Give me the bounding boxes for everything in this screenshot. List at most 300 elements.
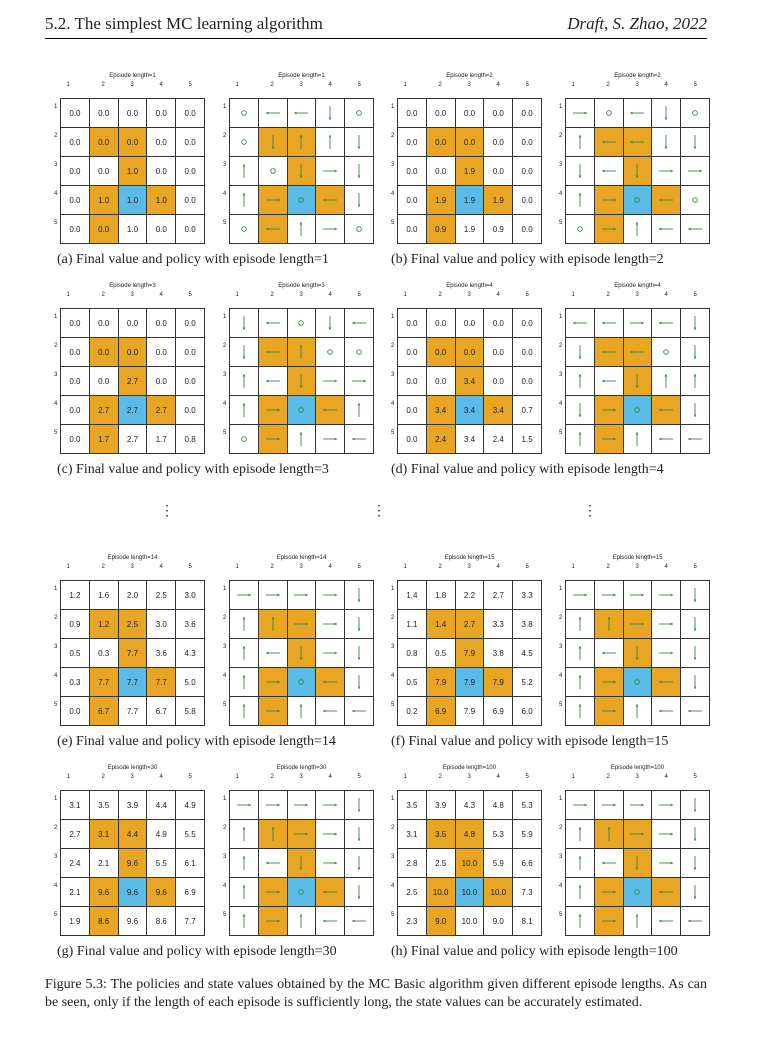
grid-row xyxy=(61,639,205,668)
state-value-cell: 1.7 xyxy=(147,425,176,454)
column-number: 4 xyxy=(328,774,332,780)
arrow-right-icon xyxy=(595,221,623,237)
column-number: 1 xyxy=(235,774,239,780)
state-value-cell: 7.3 xyxy=(513,878,542,907)
state-value-cell: 7.7 xyxy=(118,639,147,668)
grid-row xyxy=(398,309,542,338)
state-value-cell: 0.0 xyxy=(426,338,455,367)
grid-row xyxy=(61,610,205,639)
column-number: 2 xyxy=(270,82,274,88)
arrow-down-icon xyxy=(566,402,594,418)
arrow-up-icon xyxy=(230,913,258,929)
arrow-up-icon xyxy=(230,674,258,690)
arrow-up-icon xyxy=(230,826,258,842)
arrow-right-icon xyxy=(624,826,652,842)
arrow-right-icon xyxy=(566,105,594,121)
policy-cell xyxy=(652,338,681,367)
state-value-cell: 0.7 xyxy=(513,396,542,425)
grid-row xyxy=(566,878,710,907)
state-value-cell: 0.0 xyxy=(426,128,455,157)
policy-cell xyxy=(652,639,681,668)
arrow-left-icon xyxy=(259,105,287,121)
policy-cell xyxy=(316,668,345,697)
policy-cell xyxy=(623,128,652,157)
column-number: 5 xyxy=(525,564,529,570)
state-value-cell: 0.0 xyxy=(61,128,90,157)
state-value-cell: 3.9 xyxy=(426,791,455,820)
stay-circle-icon xyxy=(566,221,594,237)
state-value-cell: 9.6 xyxy=(89,878,118,907)
grid-row xyxy=(61,396,205,425)
policy-cell xyxy=(287,215,316,244)
column-number: 1 xyxy=(571,774,575,780)
row-number: 2 xyxy=(223,132,227,139)
arrow-left-icon xyxy=(316,884,344,900)
row-number: 3 xyxy=(54,643,58,650)
policy-cell xyxy=(345,215,374,244)
value-grid xyxy=(54,765,205,935)
row-number: 5 xyxy=(54,219,58,226)
column-number: 2 xyxy=(438,82,442,88)
arrow-right-icon xyxy=(259,913,287,929)
state-value-cell: 5.9 xyxy=(513,820,542,849)
grid-row xyxy=(61,309,205,338)
row-number: 4 xyxy=(559,400,563,407)
stay-circle-icon xyxy=(288,674,316,690)
arrow-down-icon xyxy=(624,373,652,389)
policy-cell xyxy=(623,820,652,849)
row-number: 5 xyxy=(559,701,563,708)
arrow-down-icon xyxy=(230,315,258,331)
policy-cell xyxy=(566,396,595,425)
policy-cell xyxy=(287,791,316,820)
state-value-cell: 0.0 xyxy=(176,309,205,338)
stay-circle-icon xyxy=(624,192,652,208)
grid-title: Episode length=14 xyxy=(276,555,327,561)
state-value-cell: 0.0 xyxy=(61,697,90,726)
state-value-cell: 5.3 xyxy=(513,791,542,820)
arrow-right-icon xyxy=(652,645,680,661)
arrow-left-icon xyxy=(652,221,680,237)
arrow-down-icon xyxy=(681,134,709,150)
grid-row xyxy=(398,425,542,454)
state-value-cell: 9.0 xyxy=(426,907,455,936)
policy-cell xyxy=(623,639,652,668)
policy-cell xyxy=(258,791,287,820)
policy-cell xyxy=(258,128,287,157)
policy-cell xyxy=(681,820,710,849)
stay-circle-icon xyxy=(230,134,258,150)
value-grid xyxy=(391,555,542,725)
policy-cell xyxy=(230,309,259,338)
stay-circle-icon xyxy=(230,221,258,237)
grid-row xyxy=(61,878,205,907)
policy-cell xyxy=(258,639,287,668)
state-value-cell: 3.3 xyxy=(484,610,513,639)
policy-cell xyxy=(623,668,652,697)
grid-row xyxy=(398,338,542,367)
arrow-left-icon xyxy=(345,431,373,447)
state-value-cell: 1.0 xyxy=(118,157,147,186)
arrow-up-icon xyxy=(566,826,594,842)
row-number: 2 xyxy=(54,342,58,349)
column-number: 1 xyxy=(235,564,239,570)
grid-title: Episode length=2 xyxy=(446,73,493,79)
arrow-right-icon xyxy=(652,826,680,842)
policy-cell xyxy=(652,610,681,639)
column-number: 2 xyxy=(101,564,105,570)
state-value-cell: 0.0 xyxy=(398,309,427,338)
state-value-cell: 3.1 xyxy=(398,820,427,849)
policy-cell xyxy=(681,639,710,668)
state-value-cell: 0.0 xyxy=(147,215,176,244)
state-value-cell: 1.8 xyxy=(426,581,455,610)
state-value-cell: 8.1 xyxy=(513,907,542,936)
row-number: 1 xyxy=(54,795,58,802)
policy-cell xyxy=(681,128,710,157)
state-value-cell: 0.0 xyxy=(61,215,90,244)
arrow-left-icon xyxy=(624,105,652,121)
arrow-up-icon xyxy=(652,373,680,389)
state-value-cell: 0.0 xyxy=(455,128,484,157)
state-value-cell: 3.5 xyxy=(89,791,118,820)
grid-row xyxy=(230,367,374,396)
state-value-cell: 0.9 xyxy=(484,215,513,244)
grid-row xyxy=(398,610,542,639)
stay-circle-icon xyxy=(288,192,316,208)
column-numbers xyxy=(397,774,542,782)
policy-table xyxy=(229,790,374,936)
state-value-cell: 0.0 xyxy=(89,338,118,367)
value-grid xyxy=(54,73,205,243)
row-number: 5 xyxy=(223,429,227,436)
grid-row xyxy=(61,907,205,936)
arrow-right-icon xyxy=(624,587,652,603)
policy-cell xyxy=(652,309,681,338)
state-value-cell: 0.0 xyxy=(513,367,542,396)
state-value-cell: 0.0 xyxy=(61,309,90,338)
grid-row xyxy=(230,878,374,907)
arrow-up-icon xyxy=(230,373,258,389)
policy-cell xyxy=(316,849,345,878)
policy-cell xyxy=(316,697,345,726)
policy-cell xyxy=(258,878,287,907)
column-number: 5 xyxy=(525,774,529,780)
state-value-cell: 3.6 xyxy=(176,610,205,639)
stay-circle-icon xyxy=(230,431,258,447)
policy-cell xyxy=(566,99,595,128)
stay-circle-icon xyxy=(259,163,287,179)
state-value-cell: 0.0 xyxy=(61,186,90,215)
arrow-right-icon xyxy=(316,645,344,661)
arrow-down-icon xyxy=(288,855,316,871)
policy-cell xyxy=(345,820,374,849)
row-number: 5 xyxy=(559,911,563,918)
state-value-cell: 1.5 xyxy=(513,425,542,454)
column-number: 2 xyxy=(270,292,274,298)
state-value-cell: 9.6 xyxy=(118,849,147,878)
arrow-left-icon xyxy=(259,221,287,237)
grid-title: Episode length=100 xyxy=(442,765,497,771)
column-number: 2 xyxy=(101,292,105,298)
row-number: 1 xyxy=(391,585,395,592)
row-number: 3 xyxy=(223,161,227,168)
policy-cell xyxy=(258,215,287,244)
grid-title: Episode length=3 xyxy=(278,283,325,289)
policy-cell xyxy=(345,367,374,396)
grid-row xyxy=(566,425,710,454)
subfigure-caption: (h) Final value and policy with episode length=100 xyxy=(391,944,678,959)
arrow-up-icon xyxy=(681,373,709,389)
column-number: 1 xyxy=(571,82,575,88)
row-number: 3 xyxy=(559,371,563,378)
state-value-cell: 0.0 xyxy=(398,157,427,186)
row-number: 2 xyxy=(223,614,227,621)
arrow-down-icon xyxy=(345,645,373,661)
state-value-cell: 3.0 xyxy=(176,581,205,610)
state-value-cell: 3.4 xyxy=(426,396,455,425)
policy-cell xyxy=(566,610,595,639)
arrow-right-icon xyxy=(288,826,316,842)
arrow-right-icon xyxy=(259,703,287,719)
column-number: 2 xyxy=(101,774,105,780)
grid-row xyxy=(61,367,205,396)
arrow-right-icon xyxy=(595,797,623,813)
arrow-right-icon xyxy=(259,884,287,900)
arrow-right-icon xyxy=(288,587,316,603)
policy-cell xyxy=(345,791,374,820)
policy-cell xyxy=(594,668,623,697)
state-value-cell: 0.0 xyxy=(513,309,542,338)
state-value-cell: 1.0 xyxy=(147,186,176,215)
arrow-down-icon xyxy=(681,855,709,871)
policy-cell xyxy=(623,849,652,878)
row-number: 4 xyxy=(54,400,58,407)
row-number: 4 xyxy=(391,672,395,679)
state-value-cell: 0.0 xyxy=(513,99,542,128)
state-value-cell: 0.3 xyxy=(61,668,90,697)
state-value-cell: 1.2 xyxy=(89,610,118,639)
state-value-cell: 0.0 xyxy=(398,367,427,396)
arrow-left-icon xyxy=(259,315,287,331)
arrow-down-icon xyxy=(681,826,709,842)
row-number: 2 xyxy=(223,342,227,349)
row-number: 4 xyxy=(391,400,395,407)
state-value-cell: 7.9 xyxy=(455,697,484,726)
grid-row xyxy=(398,668,542,697)
column-numbers xyxy=(565,564,710,572)
row-number: 1 xyxy=(54,313,58,320)
state-value-cell: 2.4 xyxy=(61,849,90,878)
policy-cell xyxy=(623,610,652,639)
policy-cell xyxy=(566,668,595,697)
arrow-up-icon xyxy=(230,192,258,208)
column-number: 5 xyxy=(525,82,529,88)
state-value-cell: 1.4 xyxy=(426,610,455,639)
policy-cell xyxy=(681,849,710,878)
arrow-up-icon xyxy=(566,884,594,900)
column-number: 1 xyxy=(235,82,239,88)
state-value-cell: 0.9 xyxy=(61,610,90,639)
policy-cell xyxy=(566,581,595,610)
arrow-up-icon xyxy=(566,855,594,871)
grid-row xyxy=(566,581,710,610)
policy-cell xyxy=(316,186,345,215)
policy-cell xyxy=(594,99,623,128)
row-number: 4 xyxy=(54,672,58,679)
policy-cell xyxy=(258,907,287,936)
policy-cell xyxy=(287,907,316,936)
arrow-right-icon xyxy=(595,192,623,208)
grid-row xyxy=(230,309,374,338)
policy-cell xyxy=(230,338,259,367)
stay-circle-icon xyxy=(345,344,373,360)
arrow-up-icon xyxy=(288,221,316,237)
state-value-cell: 7.9 xyxy=(455,668,484,697)
row-number: 1 xyxy=(223,313,227,320)
policy-cell xyxy=(566,128,595,157)
state-value-cell: 7.9 xyxy=(455,639,484,668)
grid-row xyxy=(398,639,542,668)
arrow-up-icon xyxy=(566,373,594,389)
arrow-down-icon xyxy=(345,587,373,603)
state-value-cell: 2.5 xyxy=(147,581,176,610)
column-number: 5 xyxy=(525,292,529,298)
arrow-up-icon xyxy=(288,344,316,360)
column-number: 1 xyxy=(571,292,575,298)
arrow-right-icon xyxy=(230,797,258,813)
arrow-up-icon xyxy=(230,703,258,719)
stay-circle-icon xyxy=(288,402,316,418)
policy-cell xyxy=(566,639,595,668)
policy-cell xyxy=(345,849,374,878)
arrow-right-icon xyxy=(595,913,623,929)
policy-cell xyxy=(287,610,316,639)
policy-cell xyxy=(681,186,710,215)
state-value-cell: 2.1 xyxy=(89,849,118,878)
state-value-cell: 3.8 xyxy=(513,610,542,639)
policy-cell xyxy=(316,791,345,820)
state-value-cell: 0.0 xyxy=(484,309,513,338)
policy-cell xyxy=(623,157,652,186)
state-value-cell: 1.9 xyxy=(455,157,484,186)
state-value-cell: 3.3 xyxy=(513,581,542,610)
column-numbers xyxy=(229,774,374,782)
state-value-cell: 0.0 xyxy=(398,425,427,454)
vertical-ellipsis: ⋮ xyxy=(583,504,597,519)
row-number: 5 xyxy=(391,429,395,436)
arrow-right-icon xyxy=(259,587,287,603)
column-number: 3 xyxy=(130,82,134,88)
state-value-cell: 4.3 xyxy=(176,639,205,668)
arrow-down-icon xyxy=(681,402,709,418)
grid-row xyxy=(398,128,542,157)
state-value-cell: 1.9 xyxy=(426,186,455,215)
column-number: 5 xyxy=(188,82,192,88)
state-value-cell: 0.0 xyxy=(89,157,118,186)
state-value-cell: 7.9 xyxy=(484,668,513,697)
state-value-cell: 7.7 xyxy=(118,668,147,697)
column-number: 5 xyxy=(188,292,192,298)
policy-cell xyxy=(316,581,345,610)
arrow-down-icon xyxy=(230,344,258,360)
row-number: 3 xyxy=(391,853,395,860)
value-table xyxy=(397,790,542,936)
grid-row xyxy=(61,425,205,454)
policy-cell xyxy=(230,697,259,726)
policy-cell xyxy=(594,186,623,215)
policy-cell xyxy=(345,697,374,726)
state-value-cell: 0.0 xyxy=(147,367,176,396)
state-value-cell: 0.9 xyxy=(426,215,455,244)
arrow-left-icon xyxy=(595,134,623,150)
grid-title: Episode length=30 xyxy=(276,765,327,771)
row-number: 1 xyxy=(559,103,563,110)
state-value-cell: 4.5 xyxy=(513,639,542,668)
subfigure-caption: (f) Final value and policy with episode length=15 xyxy=(391,734,669,749)
arrow-right-icon xyxy=(316,163,344,179)
policy-cell xyxy=(287,309,316,338)
policy-cell xyxy=(230,849,259,878)
arrow-left-icon xyxy=(316,674,344,690)
policy-cell xyxy=(594,581,623,610)
column-number: 5 xyxy=(693,774,697,780)
state-value-cell: 0.8 xyxy=(176,425,205,454)
grid-row xyxy=(61,99,205,128)
policy-cell xyxy=(652,907,681,936)
grid-title: Episode length=4 xyxy=(614,283,661,289)
state-value-cell: 0.0 xyxy=(513,338,542,367)
arrow-left-icon xyxy=(259,645,287,661)
state-value-cell: 0.0 xyxy=(484,367,513,396)
column-numbers xyxy=(60,292,205,300)
state-value-cell: 0.0 xyxy=(147,338,176,367)
state-value-cell: 2.7 xyxy=(118,367,147,396)
policy-cell xyxy=(566,309,595,338)
grid-row xyxy=(566,215,710,244)
arrow-right-icon xyxy=(288,797,316,813)
policy-cell xyxy=(623,791,652,820)
column-number: 4 xyxy=(328,82,332,88)
state-value-cell: 9.6 xyxy=(147,878,176,907)
row-number: 1 xyxy=(223,795,227,802)
arrow-right-icon xyxy=(595,703,623,719)
policy-cell xyxy=(623,215,652,244)
value-table xyxy=(397,98,542,244)
state-value-cell: 0.0 xyxy=(176,128,205,157)
grid-row xyxy=(566,99,710,128)
policy-grid xyxy=(223,555,374,725)
grid-row xyxy=(566,396,710,425)
policy-cell xyxy=(258,425,287,454)
state-value-cell: 5.3 xyxy=(484,820,513,849)
column-number: 3 xyxy=(299,292,303,298)
arrow-right-icon xyxy=(624,315,652,331)
arrow-up-icon xyxy=(230,616,258,632)
policy-cell xyxy=(316,99,345,128)
grid-title: Episode length=3 xyxy=(109,283,156,289)
state-value-cell: 6.9 xyxy=(176,878,205,907)
row-number: 4 xyxy=(559,672,563,679)
grid-row xyxy=(566,367,710,396)
arrow-up-icon xyxy=(624,221,652,237)
state-value-cell: 6.6 xyxy=(513,849,542,878)
policy-cell xyxy=(287,157,316,186)
column-numbers xyxy=(565,292,710,300)
arrow-up-icon xyxy=(288,134,316,150)
state-value-cell: 4.8 xyxy=(455,820,484,849)
grid-row xyxy=(398,820,542,849)
